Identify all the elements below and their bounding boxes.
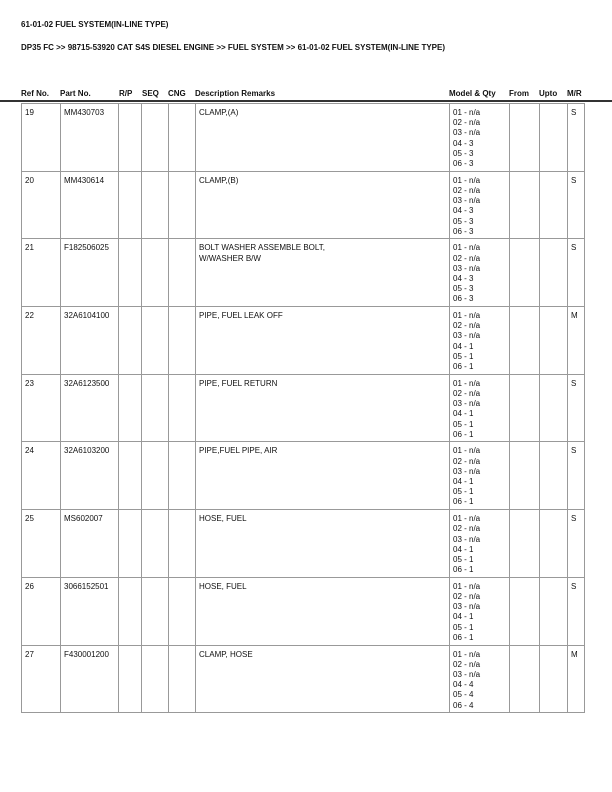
header-from: From	[509, 89, 529, 98]
model-qty-line: 03 - n/a	[453, 196, 481, 206]
cell-cng	[169, 510, 196, 578]
cell-upto	[540, 645, 568, 713]
model-qty-line: 05 - 1	[453, 487, 474, 497]
cell-part-no: MS602007	[61, 510, 119, 578]
model-qty-line: 04 - 1	[453, 409, 474, 419]
cell-cng	[169, 104, 196, 172]
table-row	[22, 104, 585, 172]
table-row	[22, 171, 585, 239]
header-ref-no: Ref No.	[21, 89, 49, 98]
header-description: Description Remarks	[195, 89, 276, 98]
cell-rp	[119, 510, 142, 578]
model-qty-line: 03 - n/a	[453, 466, 481, 476]
cell-part-no: 32A6103200	[61, 442, 119, 510]
cell-description: PIPE,FUEL PIPE, AIR	[196, 442, 450, 510]
cell-ref-no: 23	[22, 374, 61, 442]
model-qty-line: 01 - n/a	[453, 243, 481, 253]
model-qty-line: 05 - 1	[453, 351, 474, 361]
cell-ref-no: 22	[22, 307, 61, 375]
cell-cng	[169, 442, 196, 510]
model-qty-line: 03 - n/a	[453, 331, 481, 341]
cell-seq	[142, 171, 169, 239]
cell-part-no: MM430614	[61, 171, 119, 239]
model-qty-line: 04 - 1	[453, 612, 474, 622]
model-qty-line: 06 - 1	[453, 497, 474, 507]
cell-seq	[142, 510, 169, 578]
model-qty-line: 06 - 4	[453, 700, 474, 710]
model-qty-line: 01 - n/a	[453, 446, 481, 456]
cell-rp	[119, 171, 142, 239]
header-cng: CNG	[168, 89, 186, 98]
cell-part-no: 32A6104100	[61, 307, 119, 375]
model-qty-line: 02 - n/a	[453, 524, 481, 534]
cell-description: HOSE, FUEL	[196, 577, 450, 645]
model-qty-line: 03 - n/a	[453, 399, 481, 409]
breadcrumb: DP35 FC >> 98715-53920 CAT S4S DIESEL ENGINE >> FUEL SYSTEM >> 61-01-02 FUEL SYSTEM(IN-LINE TYPE)	[21, 43, 445, 52]
cell-seq	[142, 442, 169, 510]
cell-cng	[169, 307, 196, 375]
cell-mr: S	[568, 239, 585, 307]
cell-description: CLAMP,(B)	[196, 171, 450, 239]
cell-from	[510, 374, 540, 442]
cell-cng	[169, 171, 196, 239]
cell-upto	[540, 510, 568, 578]
model-qty-line: 03 - n/a	[453, 263, 481, 273]
cell-rp	[119, 307, 142, 375]
cell-upto	[540, 104, 568, 172]
model-qty-line: 02 - n/a	[453, 456, 481, 466]
cell-model-qty	[450, 171, 510, 239]
cell-cng	[169, 577, 196, 645]
cell-description: PIPE, FUEL RETURN	[196, 374, 450, 442]
cell-mr: M	[568, 307, 585, 375]
cell-rp	[119, 442, 142, 510]
cell-upto	[540, 577, 568, 645]
cell-rp	[119, 374, 142, 442]
cell-rp	[119, 645, 142, 713]
cell-model-qty	[450, 510, 510, 578]
model-qty-line: 06 - 1	[453, 632, 474, 642]
cell-model-qty	[450, 307, 510, 375]
cell-from	[510, 171, 540, 239]
cell-from	[510, 442, 540, 510]
cell-seq	[142, 374, 169, 442]
model-qty-line: 04 - 3	[453, 273, 474, 283]
model-qty-line: 01 - n/a	[453, 175, 481, 185]
header-divider	[0, 100, 612, 102]
header-model-qty: Model & Qty	[449, 89, 496, 98]
cell-mr: M	[568, 645, 585, 713]
cell-model-qty	[450, 374, 510, 442]
cell-ref-no: 20	[22, 171, 61, 239]
cell-ref-no: 27	[22, 645, 61, 713]
model-qty-line: 06 - 3	[453, 294, 474, 304]
model-qty-line: 05 - 1	[453, 419, 474, 429]
cell-ref-no: 21	[22, 239, 61, 307]
page-title: 61-01-02 FUEL SYSTEM(IN-LINE TYPE)	[21, 20, 169, 29]
model-qty-line: 02 - n/a	[453, 185, 481, 195]
cell-upto	[540, 374, 568, 442]
model-qty-line: 06 - 1	[453, 429, 474, 439]
model-qty-line: 04 - 3	[453, 206, 474, 216]
model-qty-line: 06 - 1	[453, 362, 474, 372]
cell-from	[510, 645, 540, 713]
cell-from	[510, 307, 540, 375]
model-qty-line: 04 - 4	[453, 680, 474, 690]
cell-from	[510, 510, 540, 578]
model-qty-line: 02 - n/a	[453, 118, 481, 128]
table-row	[22, 645, 585, 713]
model-qty-line: 05 - 4	[453, 690, 474, 700]
cell-description: PIPE, FUEL LEAK OFF	[196, 307, 450, 375]
cell-description: HOSE, FUEL	[196, 510, 450, 578]
model-qty-line: 01 - n/a	[453, 311, 481, 321]
model-qty-line: 01 - n/a	[453, 514, 481, 524]
model-qty-line: 05 - 3	[453, 284, 474, 294]
model-qty-line: 06 - 3	[453, 159, 474, 169]
table-row	[22, 510, 585, 578]
header-mr: M/R	[567, 89, 582, 98]
cell-description: CLAMP,(A)	[196, 104, 450, 172]
cell-mr: S	[568, 442, 585, 510]
model-qty-line: 04 - 1	[453, 341, 474, 351]
cell-from	[510, 577, 540, 645]
model-qty-line: 01 - n/a	[453, 581, 481, 591]
model-qty-line: 06 - 3	[453, 226, 474, 236]
cell-description: CLAMP, HOSE	[196, 645, 450, 713]
cell-model-qty	[450, 645, 510, 713]
cell-upto	[540, 307, 568, 375]
model-qty-line: 03 - n/a	[453, 534, 481, 544]
cell-part-no: F430001200	[61, 645, 119, 713]
table-row	[22, 239, 585, 307]
cell-mr: S	[568, 577, 585, 645]
cell-seq	[142, 577, 169, 645]
cell-model-qty	[450, 104, 510, 172]
cell-from	[510, 104, 540, 172]
header-seq: SEQ	[142, 89, 159, 98]
cell-upto	[540, 442, 568, 510]
model-qty-line: 02 - n/a	[453, 592, 481, 602]
parts-table	[21, 103, 585, 713]
table-row	[22, 442, 585, 510]
model-qty-line: 04 - 3	[453, 138, 474, 148]
cell-description: BOLT WASHER ASSEMBLE BOLT, W/WASHER B/W	[196, 239, 450, 307]
table-row	[22, 577, 585, 645]
header-rp: R/P	[119, 89, 133, 98]
cell-part-no: 32A6123500	[61, 374, 119, 442]
model-qty-line: 02 - n/a	[453, 321, 481, 331]
cell-cng	[169, 239, 196, 307]
header-upto: Upto	[539, 89, 558, 98]
model-qty-line: 01 - n/a	[453, 378, 481, 388]
cell-ref-no: 24	[22, 442, 61, 510]
cell-seq	[142, 307, 169, 375]
header-part-no: Part No.	[60, 89, 91, 98]
cell-part-no: MM430703	[61, 104, 119, 172]
cell-model-qty	[450, 239, 510, 307]
model-qty-line: 05 - 1	[453, 622, 474, 632]
cell-upto	[540, 171, 568, 239]
model-qty-line: 02 - n/a	[453, 659, 481, 669]
cell-cng	[169, 374, 196, 442]
model-qty-line: 01 - n/a	[453, 108, 481, 117]
cell-ref-no: 26	[22, 577, 61, 645]
model-qty-line: 04 - 1	[453, 544, 474, 554]
model-qty-line: 05 - 1	[453, 554, 474, 564]
cell-ref-no: 25	[22, 510, 61, 578]
cell-seq	[142, 645, 169, 713]
cell-seq	[142, 239, 169, 307]
model-qty-line: 03 - n/a	[453, 669, 481, 679]
model-qty-line: 03 - n/a	[453, 128, 481, 138]
cell-upto	[540, 239, 568, 307]
cell-part-no: 3066152501	[61, 577, 119, 645]
cell-seq	[142, 104, 169, 172]
cell-mr: S	[568, 510, 585, 578]
model-qty-line: 06 - 1	[453, 565, 474, 575]
cell-from	[510, 239, 540, 307]
model-qty-line: 01 - n/a	[453, 649, 481, 659]
model-qty-line: 03 - n/a	[453, 602, 481, 612]
model-qty-line: 02 - n/a	[453, 253, 481, 263]
cell-rp	[119, 104, 142, 172]
cell-rp	[119, 577, 142, 645]
cell-rp	[119, 239, 142, 307]
model-qty-line: 02 - n/a	[453, 388, 481, 398]
model-qty-line: 04 - 1	[453, 477, 474, 487]
cell-mr: S	[568, 104, 585, 172]
cell-cng	[169, 645, 196, 713]
cell-part-no: F182506025	[61, 239, 119, 307]
table-row	[22, 307, 585, 375]
cell-model-qty	[450, 442, 510, 510]
table-row	[22, 374, 585, 442]
model-qty-line: 05 - 3	[453, 148, 474, 158]
model-qty-line: 05 - 3	[453, 216, 474, 226]
cell-mr: S	[568, 171, 585, 239]
cell-model-qty	[450, 577, 510, 645]
cell-ref-no: 19	[22, 104, 61, 172]
cell-mr: S	[568, 374, 585, 442]
